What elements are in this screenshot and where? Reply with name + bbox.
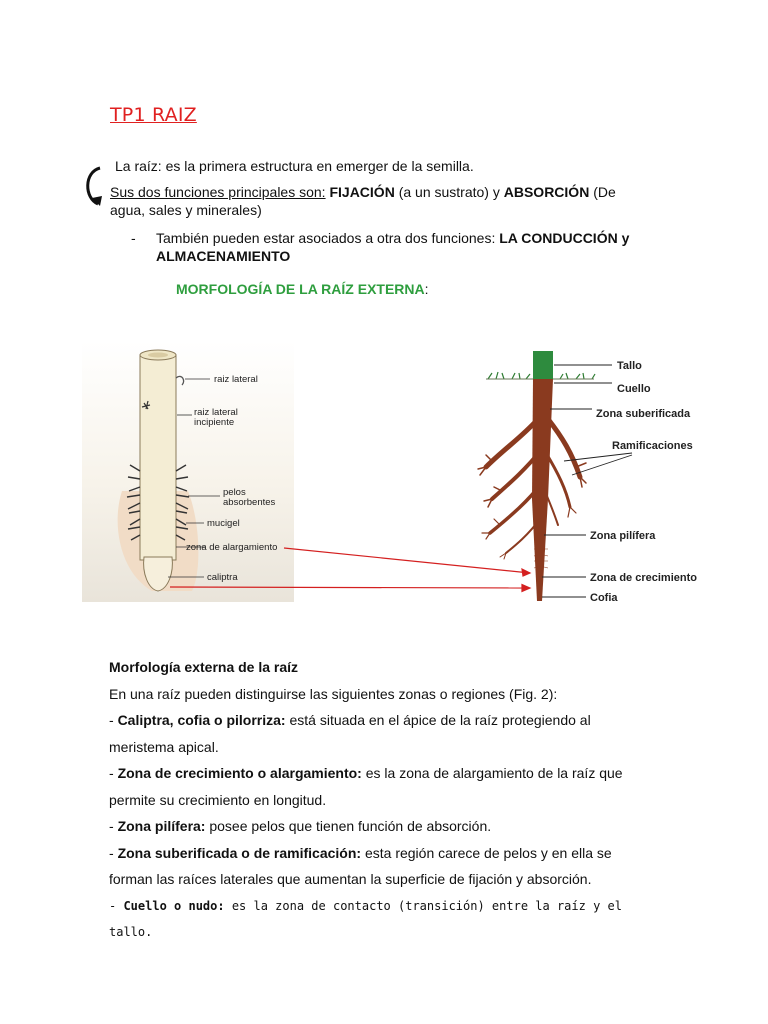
curved-arrow-icon: [80, 162, 108, 212]
right-label-cofia: Cofia: [590, 592, 618, 603]
item-last-dash: -: [109, 898, 124, 913]
item-4-dash: -: [109, 818, 118, 834]
item-last-desc: es la zona de contacto (transición) entre la raíz y el tallo.: [109, 898, 622, 939]
item-0-dash: -: [109, 712, 118, 728]
intro-end: (De: [589, 184, 616, 200]
item-4-desc: posee pelos que tienen función de absorción.: [205, 818, 492, 834]
right-label-ramificaciones: Ramificaciones: [612, 440, 693, 452]
bullet-bold-1: LA CONDUCCIÓN y: [499, 230, 630, 246]
right-label-zona-suberificada: Zona suberificada: [596, 408, 691, 420]
section-heading: Morfología externa de la raíz: [109, 659, 299, 675]
intro-line-1: La raíz: es la primera estructura en emerger de la semilla.: [115, 158, 474, 174]
bullet-normal: También pueden estar asociados a otra dos funciones:: [156, 230, 500, 246]
item-2-desc: es la zona de alargamiento de la raíz que: [361, 765, 623, 781]
item-0: [109, 707, 669, 734]
left-label-pelos: pelos: [223, 487, 246, 498]
page-title: TP1 RAIZ: [110, 104, 197, 126]
item-5-dash: -: [109, 844, 118, 861]
right-label-cuello: Cuello: [617, 383, 651, 395]
left-label-caliptra: caliptra: [207, 572, 238, 583]
intro-line-3: agua, sales y minerales): [110, 202, 262, 218]
item-last: [109, 893, 669, 946]
item-5-term: Zona suberificada o de ramificación:: [117, 844, 362, 861]
item-2-dash: -: [109, 765, 118, 781]
item-5: [109, 840, 669, 867]
right-label-tallo: Tallo: [617, 360, 642, 372]
intro-bold-fijacion: FIJACIÓN: [329, 184, 395, 200]
item-1: meristema apical.: [109, 738, 219, 755]
intro-bold-absorcion: ABSORCIÓN: [503, 184, 590, 200]
section-intro: En una raíz pueden distinguirse las siguientes zonas o regiones (Fig. 2):: [109, 685, 558, 702]
bullet-text: [156, 229, 696, 265]
bullet-dash: -: [131, 230, 136, 246]
item-0-term: Caliptra, cofia o pilorriza:: [117, 712, 286, 728]
intro-line-2: [110, 183, 670, 201]
item-4: [109, 813, 669, 840]
item-2: [109, 760, 669, 787]
right-label-zona-pilifera: Zona pilífera: [590, 530, 656, 542]
left-label-raiz-lateral-2: raiz lateral: [194, 407, 238, 418]
item-6: forman las raíces laterales que aumentan la superficie de fijación y absorción.: [109, 871, 592, 887]
right-label-zona-crecimiento: Zona de crecimiento: [590, 572, 697, 584]
item-2-term: Zona de crecimiento o alargamiento:: [117, 765, 362, 781]
left-label-raiz-lateral: raiz lateral: [214, 374, 258, 385]
left-label-absorbentes: absorbentes: [223, 497, 276, 508]
morphology-section: [109, 654, 669, 946]
subheading-text: MORFOLOGÍA DE LA RAÍZ EXTERNA: [176, 281, 425, 297]
item-3: permite su crecimiento en longitud.: [109, 791, 327, 808]
item-last-term: Cuello o nudo:: [123, 898, 225, 913]
intro-mid: (a un sustrato) y: [394, 184, 504, 200]
subheading-colon: :: [424, 281, 429, 297]
root-diagram-right: [462, 349, 703, 603]
left-label-mucigel: mucigel: [207, 518, 240, 529]
left-label-incipiente: incipiente: [194, 417, 235, 428]
intro-underlined: Sus dos funciones principales son:: [110, 184, 326, 200]
root-diagram-left: [82, 341, 294, 602]
left-label-zona-alargamiento: zona de alargamiento: [186, 542, 278, 553]
item-0-desc: está situada en el ápice de la raíz protegiendo al: [285, 712, 591, 728]
subheading: [176, 280, 429, 299]
item-5-desc: esta región carece de pelos y en ella se: [361, 844, 612, 861]
bullet-bold-2: ALMACENAMIENTO: [156, 248, 291, 264]
item-4-term: Zona pilífera:: [117, 818, 206, 834]
